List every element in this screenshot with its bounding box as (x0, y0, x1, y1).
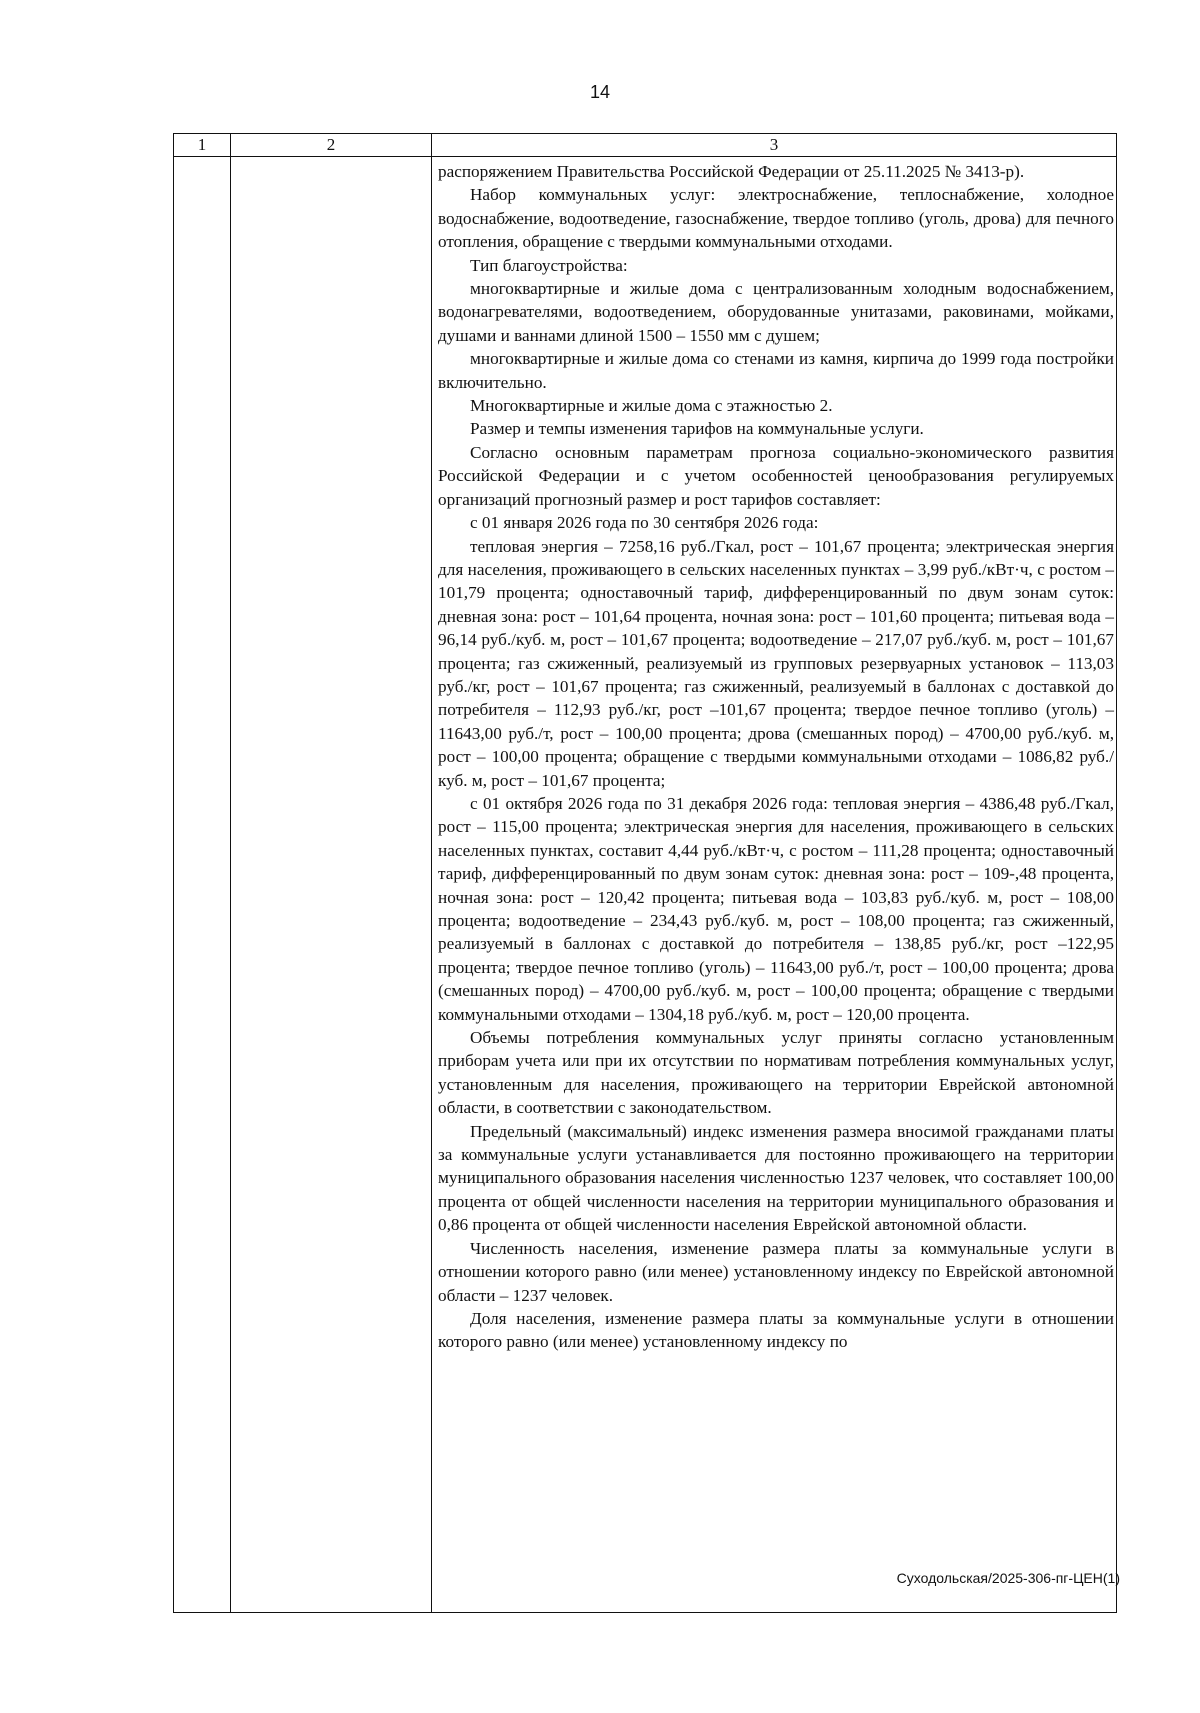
table-row (174, 157, 1117, 1613)
paragraph: многоквартирные и жилые дома со стенами из камня, кирпича до 1999 года постройки включительно. (438, 349, 1114, 392)
column-1-cell (174, 157, 231, 1613)
paragraph: Численность населения, изменение размера платы за коммунальные услуги в отношении которого равно (или менее) установленному индексу по Еврейской автономной области – 1237 человек. (438, 1238, 1114, 1305)
table-header-row (174, 134, 1117, 157)
paragraph: Согласно основным параметрам прогноза социально-экономического развития Российской Федерации и с учетом особенностей ценообразования регулируемых организаций прогнозный размер и рост тарифов составляет: (438, 442, 1114, 509)
document-table (173, 133, 1117, 1613)
paragraph: Объемы потребления коммунальных услуг приняты согласно установленным приборам учета или при их отсутствии по нормативам потребления коммунальных услуг, установленным для населения, проживающего на территории Еврейской автономной области, в соответствии с законодательством. (438, 1028, 1114, 1118)
paragraph: с 01 января 2026 года по 30 сентября 2026 года: (470, 513, 819, 533)
paragraph: Доля населения, изменение размера платы за коммунальные услуги в отношении которого равно (или менее) установленному индексу по (438, 1308, 1114, 1352)
column-3-text-cell (432, 157, 1117, 1613)
page-number: 14 (589, 82, 611, 102)
paragraph: распоряжением Правительства Российской Федерации от 25.11.2025 № 3413-р). (438, 162, 1025, 181)
paragraph: Набор коммунальных услуг: электроснабжение, теплоснабжение, холодное водоснабжение, водоотведение, газоснабжение, твердое топливо (уголь, дрова) для печного отопления, обращение с твердыми коммунальными отходами. (438, 185, 1114, 252)
paragraph: тепловая энергия – 7258,16 руб./Гкал, рост – 101,67 процента; электрическая энергия для населения, проживающего в сельских населенных пунктах – 3,99 руб./кВт·ч, с ростом – 101,79 процента; одноставочный тариф, дифференцированный по двум зонам суток: дневная зона: рост – 101,64 процента, ночная зона: рост – 101,60 процента; питьевая вода – 96,14 руб./куб. м, рост – 101,67 процента; водоотведение – 217,07 руб./куб. м, рост – 101,67 процента; газ сжиженный, реализуемый из групповых резервуарных установок – 113,03 руб./кг, рост – 101,67 процента; газ сжиженный, реализуемый в баллонах с доставкой до потребителя – 112,93 руб./кг, рост –101,67 процента; твердое печное топливо (уголь) – 11643,00 руб./т, рост – 100,00 процента; дрова (смешанных пород) – 4700,00 руб./куб. м, рост – 100,00 процента; обращение с твердыми коммунальными отходами – 1086,82 руб./куб. м, рост – 101,67 процента; (438, 536, 1114, 790)
paragraph: с 01 октября 2026 года по 31 декабря 2026 года: тепловая энергия – 4386,48 руб./Гкал, рост – 115,00 процента; электрическая энергия для населения, проживающего в сельских населенных пунктах, составит 4,44 руб./кВт·ч, с ростом – 111,28 процента; одноставочный тариф, дифференцированный по двум зонам суток: дневная зона: рост – 109-,48 процента, ночная зона: рост – 120,42 процента; питьевая вода – 103,83 руб./куб. м, рост – 108,00 процента; водоотведение – 234,43 руб./куб. м, рост – 108,00 процента; газ сжиженный, реализуемый в баллонах с доставкой до потребителя – 138,85 руб./кг, рост –122,95 процента; твердое печное топливо (уголь) – 11643,00 руб./т, рост – 100,00 процента; дрова (смешанных пород) – 4700,00 руб./куб. м, рост – 100,00 процента; обращение с твердыми коммунальными отходами – 1304,18 руб./куб. м, рост – 120,00 процента. (438, 793, 1114, 1024)
column-2-cell (231, 157, 432, 1613)
paragraph: Тип благоустройства: (470, 255, 628, 275)
paragraph-list (438, 160, 1114, 1354)
column-header-2: 2 (231, 134, 432, 157)
paragraph: Размер и темпы изменения тарифов на коммунальные услуги. (470, 419, 924, 439)
paragraph: Предельный (максимальный) индекс изменения размера вносимой гражданами платы за коммунальные услуги устанавливается для постоянно проживающего на территории муниципального образования населения численностью 1237 человек, что составляет 100,00 процента от общей численности населения на территории муниципального образования и 0,86 процента от общей численности населения Еврейской автономной области. (438, 1121, 1114, 1235)
paragraph: Многоквартирные и жилые дома с этажностью 2. (470, 396, 833, 416)
paragraph: многоквартирные и жилые дома с централизованным холодным водоснабжением, водонагревателями, водоотведением, оборудованные унитазами, раковинами, мойками, душами и ваннами длиной 1500 – 1550 мм с душем; (438, 279, 1114, 345)
column-header-1: 1 (174, 134, 231, 157)
column-header-3: 3 (432, 134, 1117, 157)
document-code: Суходольская/2025-306-пг-ЦЕН(1) (896, 1570, 1120, 1586)
